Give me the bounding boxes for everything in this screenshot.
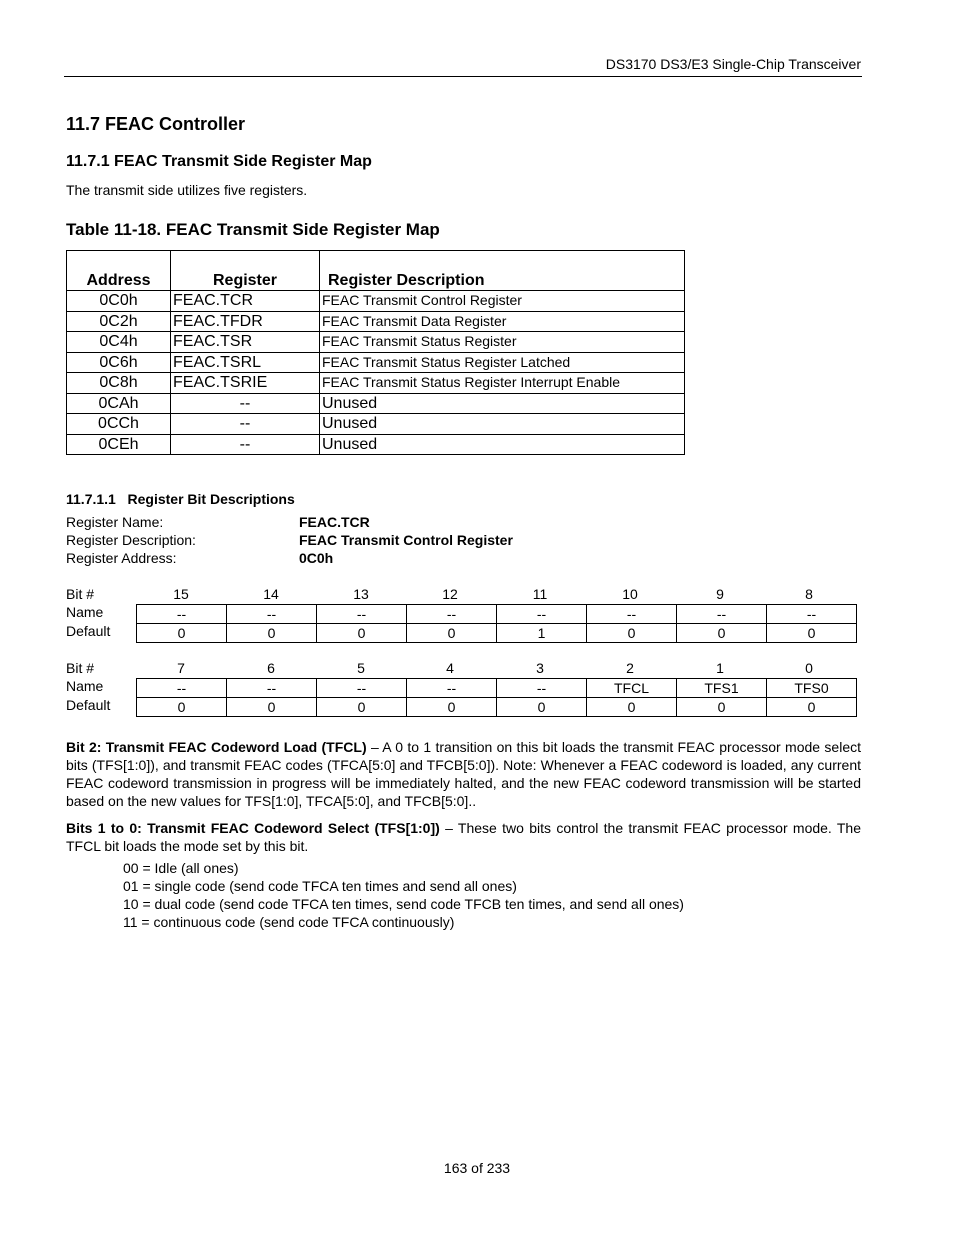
- address-cell: 0CEh: [67, 434, 171, 455]
- bits1to0-title: Bits 1 to 0: Transmit FEAC Codeword Select (TFS[1:0]): [66, 820, 440, 836]
- bit-default-cell: 0: [497, 698, 587, 717]
- bit-number: 13: [353, 586, 369, 602]
- bit-number: 7: [177, 660, 185, 676]
- description-cell: FEAC Transmit Control Register: [320, 291, 685, 312]
- bit-default-cell: 0: [227, 698, 317, 717]
- name-row: [137, 679, 857, 698]
- bit2-description: [66, 738, 861, 810]
- mode-code-item: 00 = Idle (all ones): [123, 860, 239, 876]
- bit-name-cell: --: [137, 679, 227, 698]
- table-row: [67, 373, 685, 394]
- bit-number: 11: [532, 586, 548, 602]
- default-row: [137, 624, 857, 643]
- bit-number: 5: [357, 660, 365, 676]
- bit-default-cell: 0: [407, 698, 497, 717]
- register-description-label: Register Description:: [66, 532, 196, 548]
- bit-number: 0: [805, 660, 813, 676]
- bit-name-cell: --: [497, 679, 587, 698]
- header-register: Register: [171, 251, 320, 291]
- address-cell: 0C8h: [67, 373, 171, 394]
- bit-number: 10: [622, 586, 638, 602]
- register-cell: FEAC.TSRL: [171, 352, 320, 373]
- bit-number: 15: [173, 586, 189, 602]
- bit-name-cell: --: [317, 679, 407, 698]
- register-description-value: FEAC Transmit Control Register: [299, 532, 513, 548]
- bit-default-cell: 0: [227, 624, 317, 643]
- bit-number: 2: [626, 660, 634, 676]
- intro-text: The transmit side utilizes five registers.: [66, 182, 308, 198]
- bit-name-cell: TFS1: [677, 679, 767, 698]
- page-number: 163 of 233: [443, 1160, 511, 1176]
- bit-default-cell: 0: [587, 624, 677, 643]
- bit-name-cell: --: [317, 605, 407, 624]
- bits1to0-description: [66, 819, 861, 855]
- register-address-label: Register Address:: [66, 550, 177, 566]
- table-row: [67, 414, 685, 435]
- description-cell: Unused: [320, 434, 685, 455]
- bit-number: 4: [446, 660, 454, 676]
- bit-number: 1: [716, 660, 724, 676]
- bit-name-cell: --: [497, 605, 587, 624]
- bit-name-cell: --: [227, 605, 317, 624]
- section-heading: 11.7 FEAC Controller: [66, 114, 246, 134]
- bit-descriptions-heading: 11.7.1.1 Register Bit Descriptions: [66, 491, 295, 507]
- description-cell: FEAC Transmit Data Register: [320, 311, 685, 332]
- table-row: [67, 393, 685, 414]
- default-row-label: Default: [66, 623, 111, 639]
- subsection-heading: 11.7.1 FEAC Transmit Side Register Map: [66, 153, 372, 170]
- description-cell: Unused: [320, 414, 685, 435]
- mode-code-item: 01 = single code (send code TFCA ten times and send all ones): [123, 878, 517, 894]
- register-cell: FEAC.TSR: [171, 332, 320, 353]
- bit-table-lower: [136, 678, 857, 717]
- bit2-title: Bit 2: Transmit FEAC Codeword Load (TFCL): [66, 739, 367, 755]
- register-cell: FEAC.TFDR: [171, 311, 320, 332]
- register-map-table: [66, 250, 685, 455]
- address-cell: 0C6h: [67, 352, 171, 373]
- description-cell: FEAC Transmit Status Register Latched: [320, 352, 685, 373]
- table-row: [67, 352, 685, 373]
- register-address-value: 0C0h: [299, 550, 334, 566]
- bit-default-cell: 0: [677, 698, 767, 717]
- table-caption: Table 11-18. FEAC Transmit Side Register Map: [66, 220, 440, 239]
- header-address: Address: [67, 251, 171, 291]
- register-cell: FEAC.TCR: [171, 291, 320, 312]
- header-description: Register Description: [320, 251, 685, 291]
- bit-table-upper: [136, 604, 857, 643]
- bit-number: 9: [716, 586, 724, 602]
- register-cell: --: [171, 393, 320, 414]
- bit-default-cell: 1: [497, 624, 587, 643]
- name-row-label: Name: [66, 604, 104, 620]
- bit-number: 3: [536, 660, 544, 676]
- bit-name-cell: --: [407, 679, 497, 698]
- address-cell: 0C4h: [67, 332, 171, 353]
- description-cell: FEAC Transmit Status Register Interrupt Enable: [320, 373, 685, 394]
- description-cell: FEAC Transmit Status Register: [320, 332, 685, 353]
- header-rule: [64, 76, 862, 77]
- bit-default-cell: 0: [137, 698, 227, 717]
- running-header: DS3170 DS3/E3 Single-Chip Transceiver: [605, 56, 861, 72]
- address-cell: 0C0h: [67, 291, 171, 312]
- bit-name-cell: --: [407, 605, 497, 624]
- bit2-text: – A 0 to 1 transition on this bit loads the transmit FEAC processor mode select bits (TFS[1:0]), and transmit FEAC codes (TFCA[5:0] and TFCB[5:0]). Note: Whenever a FEAC codeword is loaded, any current FEAC codeword transmission in progress will be immediately halted, and the new FEAC codeword transmission will be started based on the new values for TFS[1:0], TFCA[5:0], and TFCB[5:0]..: [66, 739, 861, 809]
- register-name-label: Register Name:: [66, 514, 164, 530]
- bit-number: 14: [263, 586, 279, 602]
- address-cell: 0CCh: [67, 414, 171, 435]
- bit-name-cell: --: [137, 605, 227, 624]
- register-cell: FEAC.TSRIE: [171, 373, 320, 394]
- mode-code-item: 10 = dual code (send code TFCA ten times, send code TFCB ten times, and send all ones): [123, 896, 684, 912]
- table-row: [67, 311, 685, 332]
- bit-default-cell: 0: [767, 624, 857, 643]
- bit-number-label: Bit #: [66, 586, 95, 602]
- bit-default-cell: 0: [767, 698, 857, 717]
- bit-default-cell: 0: [317, 698, 407, 717]
- bit-default-cell: 0: [407, 624, 497, 643]
- default-row-label: Default: [66, 697, 111, 713]
- bit-default-cell: 0: [677, 624, 767, 643]
- default-row: [137, 698, 857, 717]
- bits1to0-text: – These two bits control the transmit FEAC processor mode. The TFCL bit loads the mode set by this bit.: [66, 820, 861, 854]
- bit-default-cell: 0: [587, 698, 677, 717]
- table-row: [67, 291, 685, 312]
- bit-number: 8: [805, 586, 813, 602]
- bit-name-cell: TFS0: [767, 679, 857, 698]
- bit-name-cell: --: [587, 605, 677, 624]
- bit-default-cell: 0: [317, 624, 407, 643]
- description-cell: Unused: [320, 393, 685, 414]
- table-header-row: [67, 251, 685, 291]
- bit-name-cell: --: [227, 679, 317, 698]
- bit-name-cell: --: [767, 605, 857, 624]
- register-cell: --: [171, 414, 320, 435]
- bit-number: 6: [267, 660, 275, 676]
- table-row: [67, 434, 685, 455]
- address-cell: 0CAh: [67, 393, 171, 414]
- mode-code-item: 11 = continuous code (send code TFCA continuously): [123, 914, 455, 930]
- name-row: [137, 605, 857, 624]
- bit-number: 12: [442, 586, 458, 602]
- bit-number-label: Bit #: [66, 660, 95, 676]
- bit-name-cell: --: [677, 605, 767, 624]
- bit-default-cell: 0: [137, 624, 227, 643]
- address-cell: 0C2h: [67, 311, 171, 332]
- table-row: [67, 332, 685, 353]
- name-row-label: Name: [66, 678, 104, 694]
- register-cell: --: [171, 434, 320, 455]
- bit-name-cell: TFCL: [587, 679, 677, 698]
- register-name-value: FEAC.TCR: [299, 514, 370, 530]
